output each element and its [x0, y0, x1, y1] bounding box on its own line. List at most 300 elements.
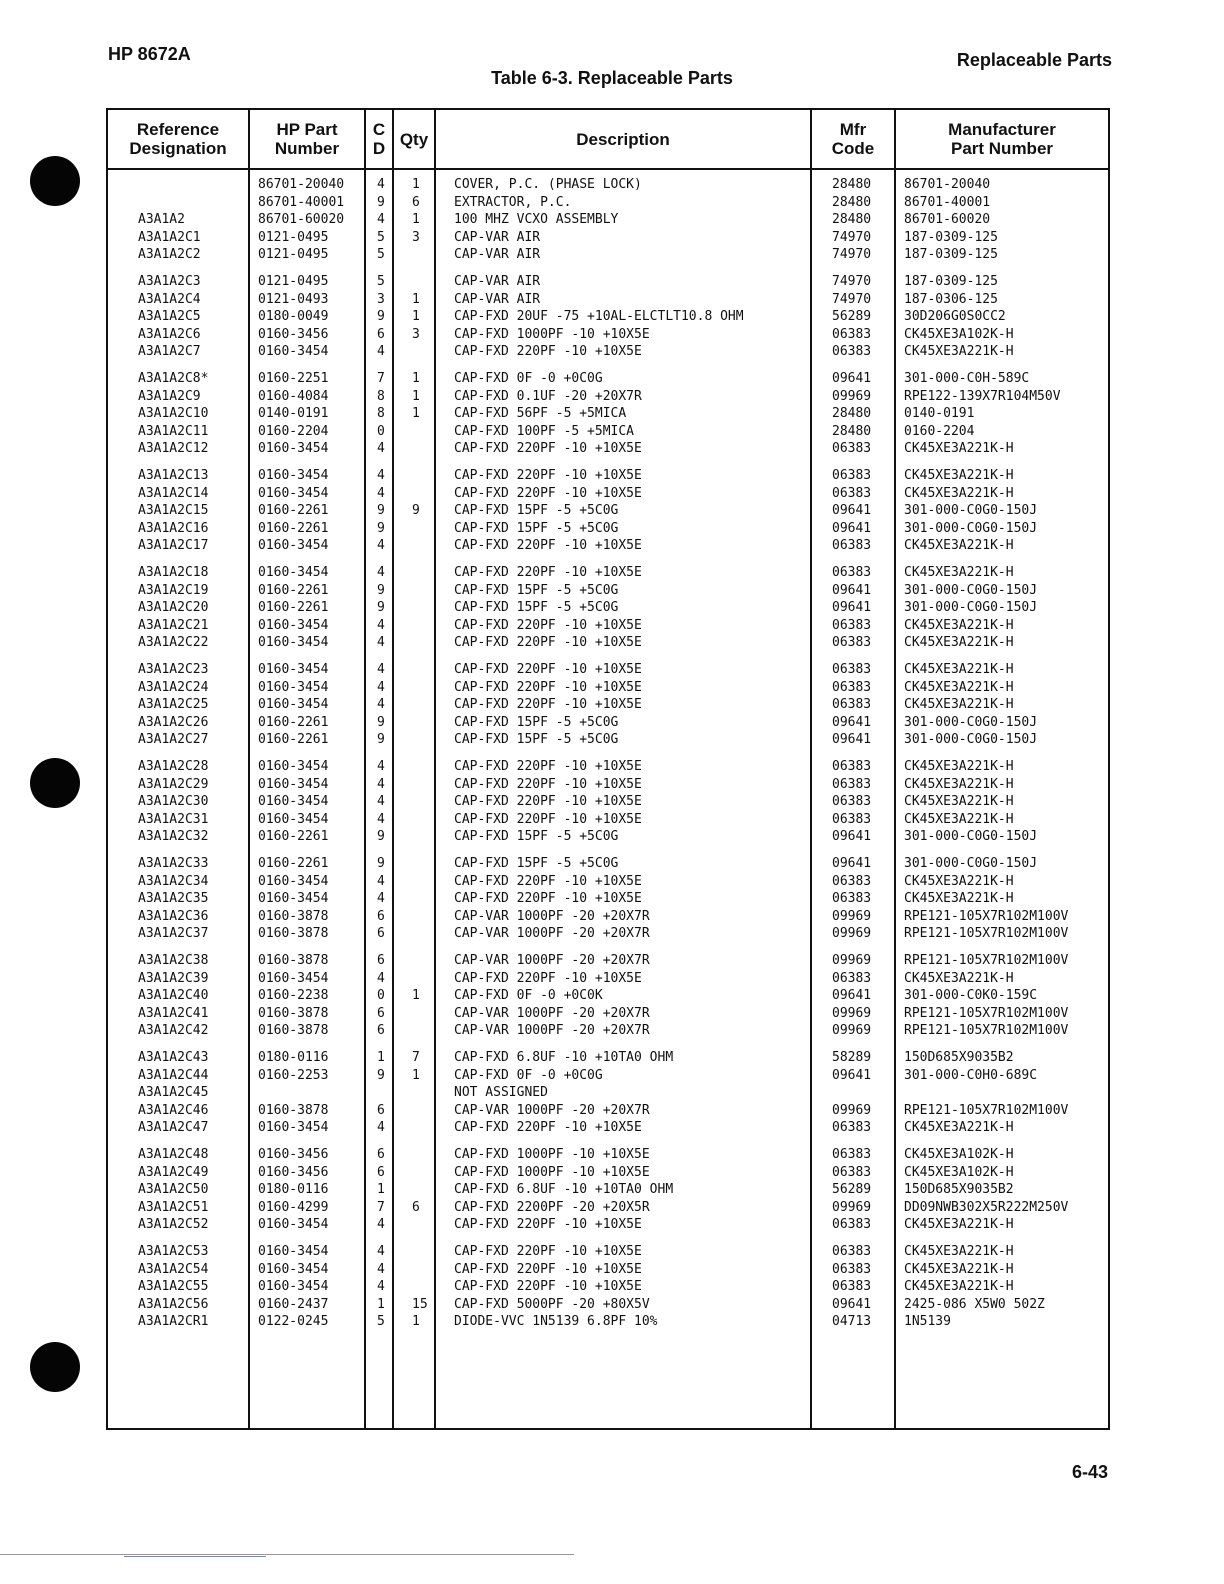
table-row [108, 1084, 1108, 1102]
table-row [108, 1102, 1108, 1120]
table-row [108, 388, 1108, 406]
cd-digit: 5 [377, 247, 385, 263]
mfr-code: 06383 [832, 1147, 872, 1162]
mfr-part-number: 187-0309-125 [904, 274, 998, 289]
row-group [108, 661, 1108, 749]
cd-digit: 4 [377, 759, 385, 774]
description: CAP-VAR 1000PF -20 +20X7R [454, 1023, 650, 1039]
description: CAP-FXD 15PF -5 +5C0G [454, 582, 619, 598]
table-row [108, 564, 1108, 582]
parts-table [106, 108, 1110, 1430]
ref-designation: A3A1A2C32 [138, 829, 209, 845]
mfr-part-number: CK45XE3A221K-H [904, 697, 1014, 713]
table-row [108, 194, 1108, 212]
ref-designation: A3A1A2C39 [138, 970, 209, 986]
qty: 1 [412, 406, 420, 422]
mfr-code: 06383 [832, 1279, 872, 1295]
ref-designation: A3A1A2C8* [138, 371, 209, 386]
hp-part-number: 0160-2251 [258, 371, 329, 386]
description: CAP-FXD 15PF -5 +5C0G [454, 503, 619, 519]
mfr-part-number: 2425-086 X5W0 502Z [904, 1296, 1045, 1312]
hp-part-number: 0160-3454 [258, 697, 329, 713]
mfr-code: 06383 [832, 1120, 872, 1136]
cd-digit: 0 [377, 423, 385, 439]
description: CAP-FXD 15PF -5 +5C0G [454, 732, 619, 748]
mfr-code: 06383 [832, 811, 872, 827]
cd-digit: 4 [377, 565, 385, 580]
cd-digit: 6 [377, 926, 385, 942]
mfr-part-number: CK45XE3A221K-H [904, 441, 1014, 457]
description: CAP-FXD 15PF -5 +5C0G [454, 600, 619, 616]
table-row [108, 405, 1108, 423]
cd-digit: 4 [377, 538, 385, 554]
mfr-part-number: 86701-60020 [904, 212, 991, 228]
cd-digit: 4 [377, 485, 385, 501]
hp-part-number: 0160-3454 [258, 662, 329, 677]
mfr-code: 06383 [832, 1164, 872, 1180]
ref-designation: A3A1A2C5 [138, 309, 201, 325]
qty: 1 [412, 177, 420, 192]
ref-designation: A3A1A2C30 [138, 794, 209, 810]
cd-digit: 9 [377, 503, 385, 519]
table-row [108, 246, 1108, 264]
hp-part-number: 0160-2261 [258, 732, 329, 748]
mfr-part-number: 301-000-C0G0-150J [904, 714, 1038, 730]
description: CAP-FXD 220PF -10 +10X5E [454, 697, 642, 713]
table-row [108, 714, 1108, 732]
mfr-part-number: 86701-40001 [904, 194, 991, 210]
description: DIODE-VVC 1N5139 6.8PF 10% [454, 1314, 658, 1330]
table-row [108, 925, 1108, 943]
description: CAP-FXD 220PF -10 +10X5E [454, 970, 642, 986]
row-group [108, 952, 1108, 1040]
table-row [108, 811, 1108, 829]
table-row [108, 326, 1108, 344]
mfr-code: 09969 [832, 1023, 872, 1039]
description: CAP-VAR AIR [454, 274, 541, 289]
mfr-code: 74970 [832, 229, 872, 245]
description: COVER, P.C. (PHASE LOCK) [454, 177, 642, 192]
mfr-code: 06383 [832, 565, 872, 580]
hp-part-number: 86701-40001 [258, 194, 345, 210]
cd-digit: 4 [377, 1261, 385, 1277]
mfr-part-number: CK45XE3A221K-H [904, 759, 1014, 774]
ref-designation: A3A1A2C49 [138, 1164, 209, 1180]
hp-part-number: 0121-0493 [258, 291, 329, 307]
table-row [108, 828, 1108, 846]
ref-designation: A3A1A2C29 [138, 776, 209, 792]
description: CAP-FXD 220PF -10 +10X5E [454, 344, 642, 360]
description: CAP-FXD 2200PF -20 +20X5R [454, 1199, 650, 1215]
cd-digit: 4 [377, 1244, 385, 1259]
ref-designation: A3A1A2CR1 [138, 1314, 209, 1330]
mfr-part-number: CK45XE3A102K-H [904, 1164, 1014, 1180]
cd-digit: 4 [377, 776, 385, 792]
mfr-code: 09641 [832, 732, 872, 748]
ref-designation: A3A1A2C55 [138, 1279, 209, 1295]
hp-part-number: 0160-3454 [258, 565, 329, 580]
table-row [108, 1313, 1108, 1331]
ref-designation: A3A1A2C4 [138, 291, 201, 307]
ref-designation: A3A1A2C28 [138, 759, 209, 774]
qty: 6 [412, 1199, 420, 1215]
mfr-code: 09641 [832, 829, 872, 845]
hp-part-number: 0160-3454 [258, 538, 329, 554]
mfr-code: 09641 [832, 503, 872, 519]
description: CAP-FXD 0F -0 +0C0G [454, 371, 603, 386]
mfr-part-number: RPE121-105X7R102M100V [904, 1005, 1069, 1021]
cd-digit: 0 [377, 988, 385, 1004]
cd-digit: 9 [377, 600, 385, 616]
page-number: 6-43 [1071, 1462, 1108, 1482]
qty: 1 [412, 388, 420, 404]
cd-digit: 9 [377, 1067, 385, 1083]
mfr-code: 74970 [832, 274, 872, 289]
description: CAP-FXD 220PF -10 +10X5E [454, 679, 642, 695]
description: CAP-FXD 220PF -10 +10X5E [454, 441, 642, 457]
cd-digit: 9 [377, 520, 385, 536]
cd-digit: 6 [377, 1147, 385, 1162]
hp-part-number: 0160-3454 [258, 617, 329, 633]
table-row [108, 873, 1108, 891]
cd-digit: 1 [377, 1050, 385, 1065]
ref-designation: A3A1A2C42 [138, 1023, 209, 1039]
ref-designation: A3A1A2C22 [138, 635, 209, 651]
mfr-code: 09641 [832, 582, 872, 598]
ref-designation: A3A1A2C34 [138, 873, 209, 889]
mfr-part-number: 301-000-C0H0-689C [904, 1067, 1038, 1083]
mfr-code: 06383 [832, 679, 872, 695]
header-divider [108, 168, 1108, 170]
description: CAP-FXD 220PF -10 +10X5E [454, 759, 642, 774]
hp-part-number: 86701-20040 [258, 177, 345, 192]
description: CAP-FXD 220PF -10 +10X5E [454, 538, 642, 554]
mfr-code: 28480 [832, 194, 872, 210]
description: CAP-FXD 15PF -5 +5C0G [454, 829, 619, 845]
mfr-code: 04713 [832, 1314, 872, 1330]
mfr-part-number: 301-000-C0G0-150J [904, 829, 1038, 845]
table-row [108, 1146, 1108, 1164]
hp-part-number: 0160-2261 [258, 714, 329, 730]
cd-digit: 9 [377, 582, 385, 598]
qty: 1 [412, 988, 420, 1004]
ref-designation: A3A1A2C3 [138, 274, 201, 289]
description: CAP-FXD 1000PF -10 +10X5E [454, 1147, 650, 1162]
table-row [108, 1199, 1108, 1217]
mfr-code: 06383 [832, 617, 872, 633]
description: CAP-VAR AIR [454, 229, 541, 245]
table-row [108, 952, 1108, 970]
table-row [108, 908, 1108, 926]
ref-designation: A3A1A2C11 [138, 423, 209, 439]
description: CAP-FXD 1000PF -10 +10X5E [454, 1164, 650, 1180]
col-header-hp-part: HP Part Number [274, 120, 340, 158]
cd-digit: 4 [377, 970, 385, 986]
table-row [108, 229, 1108, 247]
hp-part-number: 0160-3454 [258, 794, 329, 810]
table-row [108, 537, 1108, 555]
mfr-part-number: CK45XE3A221K-H [904, 873, 1014, 889]
ref-designation: A3A1A2C18 [138, 565, 209, 580]
mfr-part-number: RPE121-105X7R102M100V [904, 908, 1069, 924]
mfr-code: 09969 [832, 953, 872, 968]
ref-designation: A3A1A2C38 [138, 953, 209, 968]
table-row [108, 599, 1108, 617]
cd-digit: 6 [377, 326, 385, 342]
description: CAP-FXD 220PF -10 +10X5E [454, 565, 642, 580]
description: CAP-VAR 1000PF -20 +20X7R [454, 1102, 650, 1118]
hp-part-number: 0160-3454 [258, 344, 329, 360]
mfr-part-number: CK45XE3A221K-H [904, 794, 1014, 810]
hp-part-number: 0160-3454 [258, 679, 329, 695]
col-header-mfr-code: Mfr Code [831, 120, 875, 158]
mfr-part-number: 301-000-C0G0-150J [904, 520, 1038, 536]
cd-digit: 4 [377, 662, 385, 677]
ref-designation: A3A1A2C47 [138, 1120, 209, 1136]
description: EXTRACTOR, P.C. [454, 194, 572, 210]
mfr-code: 06383 [832, 776, 872, 792]
mfr-code: 56289 [832, 1182, 872, 1198]
mfr-code: 09969 [832, 1005, 872, 1021]
cd-digit: 4 [377, 441, 385, 457]
description: CAP-VAR 1000PF -20 +20X7R [454, 1005, 650, 1021]
row-group [108, 1243, 1108, 1331]
ref-designation: A3A1A2C48 [138, 1147, 209, 1162]
cd-digit: 4 [377, 873, 385, 889]
col-header-mfr-part-number: Manufacturer Part Number [948, 120, 1056, 158]
row-group [108, 1146, 1108, 1234]
table-row [108, 1022, 1108, 1040]
description: CAP-FXD 15PF -5 +5C0G [454, 520, 619, 536]
cd-digit: 6 [377, 908, 385, 924]
mfr-code: 06383 [832, 794, 872, 810]
qty: 3 [412, 229, 420, 245]
mfr-part-number: 301-000-C0G0-150J [904, 856, 1038, 871]
row-group [108, 855, 1108, 943]
qty: 1 [412, 1067, 420, 1083]
ref-designation: A3A1A2C25 [138, 697, 209, 713]
mfr-part-number: CK45XE3A221K-H [904, 891, 1014, 907]
hp-part-number: 0160-3454 [258, 1279, 329, 1295]
cd-digit: 4 [377, 679, 385, 695]
hp-part-number: 0160-3456 [258, 1147, 329, 1162]
hp-part-number: 0160-2261 [258, 582, 329, 598]
cd-digit: 4 [377, 891, 385, 907]
table-row [108, 758, 1108, 776]
row-group [108, 758, 1108, 846]
row-group [108, 1049, 1108, 1137]
mfr-part-number: CK45XE3A221K-H [904, 468, 1014, 483]
hp-part-number: 0160-3454 [258, 635, 329, 651]
hp-part-number: 0160-3454 [258, 970, 329, 986]
table-row [108, 1049, 1108, 1067]
ref-designation: A3A1A2C35 [138, 891, 209, 907]
cd-digit: 4 [377, 1217, 385, 1233]
ref-designation: A3A1A2C52 [138, 1217, 209, 1233]
mfr-part-number: CK45XE3A221K-H [904, 1279, 1014, 1295]
hp-part-number: 0160-3878 [258, 1005, 329, 1021]
hp-part-number: 0160-3878 [258, 1023, 329, 1039]
qty: 7 [412, 1050, 420, 1065]
description: 100 MHZ VCXO ASSEMBLY [454, 212, 619, 228]
table-row [108, 793, 1108, 811]
mfr-part-number: 301-000-C0H-589C [904, 371, 1030, 386]
hp-part-number: 0160-3878 [258, 953, 329, 968]
hp-part-number: 0160-3454 [258, 1120, 329, 1136]
cd-digit: 9 [377, 194, 385, 210]
mfr-part-number: CK45XE3A221K-H [904, 1261, 1014, 1277]
mfr-part-number: CK45XE3A221K-H [904, 1217, 1014, 1233]
ref-designation: A3A1A2C9 [138, 388, 201, 404]
ref-designation: A3A1A2C24 [138, 679, 209, 695]
table-title: Table 6-3. Replaceable Parts [491, 68, 733, 88]
mfr-code: 09969 [832, 926, 872, 942]
cd-digit: 4 [377, 617, 385, 633]
mfr-code: 74970 [832, 291, 872, 307]
mfr-code: 06383 [832, 326, 872, 342]
description: CAP-FXD 220PF -10 +10X5E [454, 1261, 642, 1277]
mfr-code: 06383 [832, 468, 872, 483]
description: CAP-FXD 15PF -5 +5C0G [454, 856, 619, 871]
mfr-part-number: CK45XE3A221K-H [904, 970, 1014, 986]
binder-hole-bottom [30, 1342, 80, 1392]
hp-part-number: 0160-3454 [258, 1217, 329, 1233]
ref-designation: A3A1A2C2 [138, 247, 201, 263]
table-row [108, 485, 1108, 503]
ref-designation: A3A1A2C10 [138, 406, 209, 422]
hp-part-number: 0160-3456 [258, 1164, 329, 1180]
hp-part-number: 0160-2261 [258, 600, 329, 616]
hp-part-number: 0180-0116 [258, 1182, 329, 1198]
description: CAP-FXD 0F -0 +0C0G [454, 1067, 603, 1083]
ref-designation: A3A1A2C33 [138, 856, 209, 871]
mfr-part-number: CK45XE3A221K-H [904, 1244, 1014, 1259]
cd-digit: 9 [377, 309, 385, 325]
table-row [108, 273, 1108, 291]
mfr-part-number: CK45XE3A221K-H [904, 635, 1014, 651]
ref-designation: A3A1A2C6 [138, 326, 201, 342]
ref-designation: A3A1A2C43 [138, 1050, 209, 1065]
mfr-code: 09969 [832, 388, 872, 404]
mfr-part-number: CK45XE3A221K-H [904, 617, 1014, 633]
hp-part-number: 0160-3454 [258, 873, 329, 889]
table-row [108, 776, 1108, 794]
table-row [108, 1261, 1108, 1279]
mfr-code: 06383 [832, 759, 872, 774]
cd-digit: 9 [377, 732, 385, 748]
cd-digit: 9 [377, 714, 385, 730]
cd-digit: 4 [377, 177, 385, 192]
hp-part-number: 0160-2261 [258, 856, 329, 871]
table-row [108, 1067, 1108, 1085]
cd-digit: 1 [377, 1296, 385, 1312]
table-row [108, 370, 1108, 388]
ref-designation: A3A1A2C20 [138, 600, 209, 616]
table-row [108, 970, 1108, 988]
mfr-code: 09969 [832, 1102, 872, 1118]
mfr-part-number: 301-000-C0G0-150J [904, 600, 1038, 616]
mfr-part-number: 86701-20040 [904, 177, 991, 192]
ref-designation: A3A1A2C37 [138, 926, 209, 942]
hp-part-number: 0121-0495 [258, 247, 329, 263]
table-row [108, 617, 1108, 635]
description: CAP-VAR AIR [454, 247, 541, 263]
hp-part-number: 0160-4084 [258, 388, 329, 404]
cd-digit: 4 [377, 212, 385, 228]
mfr-code: 09641 [832, 988, 872, 1004]
ref-designation: A3A1A2C40 [138, 988, 209, 1004]
hp-part-number: 0160-3454 [258, 811, 329, 827]
mfr-code: 09969 [832, 1199, 872, 1215]
mfr-code: 09641 [832, 371, 872, 386]
table-row [108, 696, 1108, 714]
cd-digit: 9 [377, 829, 385, 845]
mfr-code: 06383 [832, 538, 872, 554]
hp-part-number: 0160-3454 [258, 1261, 329, 1277]
hp-part-number: 0121-0495 [258, 274, 329, 289]
description: CAP-FXD 220PF -10 +10X5E [454, 662, 642, 677]
mfr-part-number: 301-000-C0G0-150J [904, 732, 1038, 748]
cd-digit: 5 [377, 1314, 385, 1330]
mfr-code: 09641 [832, 714, 872, 730]
cd-digit: 7 [377, 1199, 385, 1215]
mfr-part-number: CK45XE3A221K-H [904, 662, 1014, 677]
mfr-part-number: 30D206G0S0CC2 [904, 309, 1006, 325]
description: CAP-VAR 1000PF -20 +20X7R [454, 953, 650, 968]
col-header-cd: C D [372, 120, 386, 158]
cd-digit: 4 [377, 468, 385, 483]
ref-designation: A3A1A2C17 [138, 538, 209, 554]
hp-part-number: 0160-3454 [258, 468, 329, 483]
mfr-part-number: CK45XE3A102K-H [904, 1147, 1014, 1162]
hp-part-number: 0160-3456 [258, 326, 329, 342]
mfr-code: 06383 [832, 1244, 872, 1259]
mfr-part-number: 0140-0191 [904, 406, 975, 422]
table-row [108, 1243, 1108, 1261]
cd-digit: 7 [377, 371, 385, 386]
table-row [108, 1296, 1108, 1314]
mfr-part-number: RPE122-139X7R104M50V [904, 388, 1061, 404]
mfr-part-number: CK45XE3A221K-H [904, 485, 1014, 501]
mfr-part-number: CK45XE3A221K-H [904, 1120, 1014, 1136]
qty: 9 [412, 503, 420, 519]
mfr-part-number: CK45XE3A221K-H [904, 344, 1014, 360]
qty: 3 [412, 326, 420, 342]
mfr-part-number: 301-000-C0K0-159C [904, 988, 1038, 1004]
description: CAP-FXD 220PF -10 +10X5E [454, 811, 642, 827]
hp-part-number: 0160-3878 [258, 1102, 329, 1118]
table-row [108, 343, 1108, 361]
hp-part-number: 86701-60020 [258, 212, 345, 228]
mfr-code: 28480 [832, 406, 872, 422]
hp-part-number: 0160-2238 [258, 988, 329, 1004]
hp-part-number: 0160-2437 [258, 1296, 329, 1312]
mfr-part-number: 187-0306-125 [904, 291, 998, 307]
mfr-part-number: DD09NWB302X5R222M250V [904, 1199, 1069, 1215]
table-row [108, 308, 1108, 326]
cd-digit: 5 [377, 229, 385, 245]
mfr-code: 09641 [832, 600, 872, 616]
hp-part-number: 0160-3878 [258, 908, 329, 924]
mfr-code: 06383 [832, 873, 872, 889]
cd-digit: 4 [377, 1120, 385, 1136]
scan-edge-line-blue [124, 1556, 266, 1557]
table-row [108, 582, 1108, 600]
description: CAP-FXD 220PF -10 +10X5E [454, 1120, 642, 1136]
mfr-code: 06383 [832, 485, 872, 501]
description: CAP-FXD 56PF -5 +5MICA [454, 406, 627, 422]
ref-designation: A3A1A2C44 [138, 1067, 209, 1083]
